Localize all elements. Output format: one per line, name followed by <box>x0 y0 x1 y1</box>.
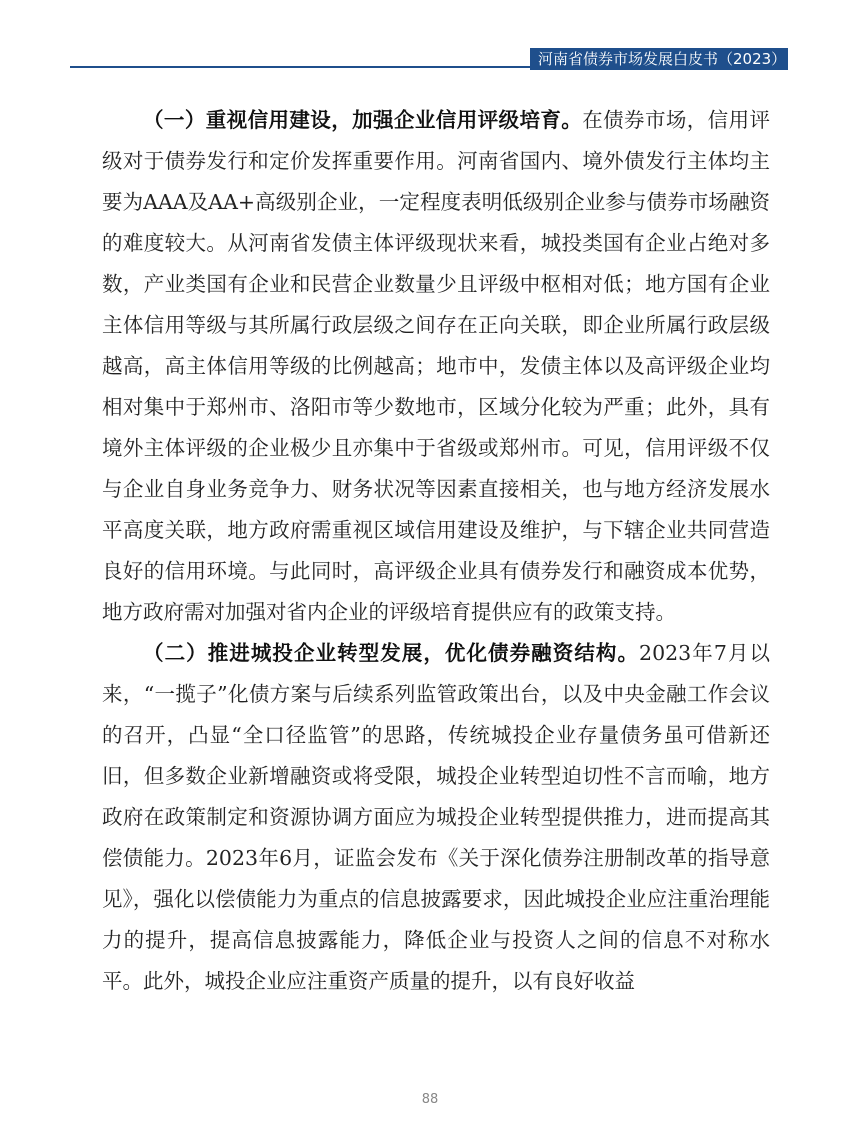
running-header: 河南省债券市场发展白皮书（2023） <box>530 48 788 70</box>
paragraph-credit-rating <box>102 100 770 633</box>
paragraph-lgfv-transformation <box>102 633 770 1002</box>
page-number: 88 <box>421 1092 439 1107</box>
paragraph-heading: （二）推进城投企业转型发展，优化债券融资结构。 <box>143 641 640 665</box>
paragraph-body: 2023年7月以来，“一揽子”化债方案与后续系列监管政策出台，以及中央金融工作会议的召开，凸显“全口径监管”的思路，传统城投企业存量债务虽可借新还旧，但多数企业新增融资或将受限，城投企业转型迫切性不言而喻，地方政府在政策制定和资源协调方面应为城投企业转型提供推力，进而提高其偿债能力。2023年6月，证监会发布《关于深化债券注册制改革的指导意见》，强化以偿债能力为重点的信息披露要求，因此城投企业应注重治理能力的提升，提高信息披露能力，降低企业与投资人之间的信息不对称水平。此外，城投企业应注重资产质量的提升，以有良好收益 <box>102 641 771 993</box>
paragraph-body: 在债券市场，信用评级对于债券发行和定价发挥重要作用。河南省国内、境外债发行主体均主要为AAA及AA+高级别企业，一定程度表明低级别企业参与债券市场融资的难度较大。从河南省发债主体评级现状来看，城投类国有企业占绝对多数，产业类国有企业和民营企业数量少且评级中枢相对低；地方国有企业主体信用等级与其所属行政层级之间存在正向关联，即企业所属行政层级越高，高主体信用等级的比例越高；地市中，发债主体以及高评级企业均相对集中于郑州市、洛阳市等少数地市，区域分化较为严重；此外，具有境外主体评级的企业极少且亦集中于省级或郑州市。可见，信用评级不仅与企业自身业务竞争力、财务状况等因素直接相关，也与地方经济发展水平高度关联，地方政府需重视区域信用建设及维护，与下辖企业共同营造良好的信用环境。与此同时，高评级企业具有债券发行和融资成本优势，地方政府需对加强对省内企业的评级培育提供应有的政策支持。 <box>102 108 771 624</box>
body-text <box>102 100 770 1002</box>
paragraph-heading: （一）重视信用建设，加强企业信用评级培育。 <box>143 108 583 132</box>
